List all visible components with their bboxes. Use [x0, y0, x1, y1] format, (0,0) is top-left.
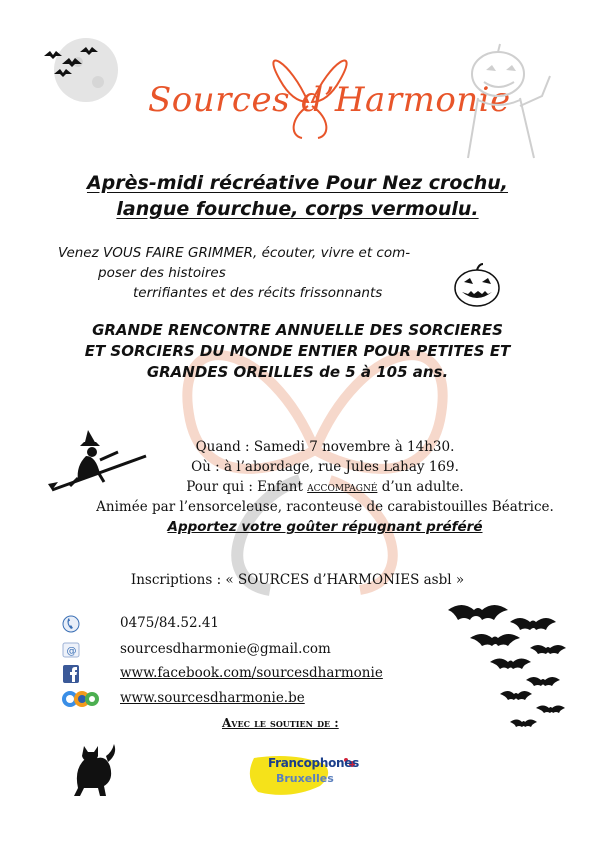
facebook-icon [60, 664, 82, 684]
intro-line-3: terrifiantes et des récits frissonnants [133, 285, 383, 301]
who-suffix: d’un adulte. [377, 479, 464, 495]
email-address[interactable]: sourcesdharmonie@gmail.com [120, 641, 331, 657]
partner-name-line-1: Francophones [268, 756, 359, 770]
who-accompanied: accompagné [307, 479, 378, 495]
jack-o-lantern-icon [452, 262, 502, 308]
phone-icon [60, 614, 82, 634]
logo-text: Sources d’Harmonie [148, 80, 511, 120]
website-link[interactable]: www.sourcesdharmonie.be [120, 690, 305, 706]
when-text: Quand : Samedi 7 novembre à 14h30. [195, 439, 455, 455]
bats-illustration [440, 598, 575, 738]
event-details [80, 437, 570, 537]
facebook-link[interactable]: www.facebook.com/sourcesdharmonie [120, 665, 383, 681]
phone-number: 0475/84.52.41 [120, 615, 220, 631]
intro-line-1: Venez VOUS FAIRE GRIMMER, écouter, vivre et com- [58, 245, 411, 261]
at-sign-icon [60, 640, 82, 660]
bring-snack-text: Apportez votre goûter répugnant préféré [167, 519, 483, 535]
registration-text: Inscriptions : « SOURCES d’HARMONIES asbl » [130, 572, 465, 588]
headline-line-2: ET SORCIERS DU MONDE ENTIER POUR PETITES ET [84, 342, 511, 360]
black-cat-icon [70, 742, 118, 798]
svg-text:@: @ [66, 646, 77, 657]
where-text: Où : à l’abordage, rue Jules Lahay 169. [191, 459, 459, 475]
francophones-bruxelles-logo [246, 752, 358, 798]
browser-logos-icon [60, 689, 100, 709]
who-prefix: Pour qui : Enfant [186, 479, 308, 495]
pumpkin-man-illustration [448, 40, 558, 160]
who-text [80, 477, 570, 497]
sources-harmonie-logo [140, 40, 511, 140]
headline-line-1: GRANDE RENCONTRE ANNUELLE DES SORCIERES [92, 321, 503, 339]
moon-bats-illustration [40, 34, 122, 106]
intro-line-2: poser des histoires [98, 265, 226, 281]
host-text: Animée par l’ensorceleuse, raconteuse de carabistouilles Béatrice. [96, 499, 554, 515]
partner-name-line-2: Bruxelles [276, 772, 334, 785]
headline [0, 320, 595, 383]
event-title-line-2: langue fourchue, corps vermoulu. [116, 198, 479, 220]
event-title-line-1: Après-midi récréative Pour Nez crochu, [86, 172, 509, 194]
support-label: Avec le soutien de : [222, 716, 339, 730]
headline-line-3: GRANDES OREILLES de 5 à 105 ans. [146, 363, 449, 381]
